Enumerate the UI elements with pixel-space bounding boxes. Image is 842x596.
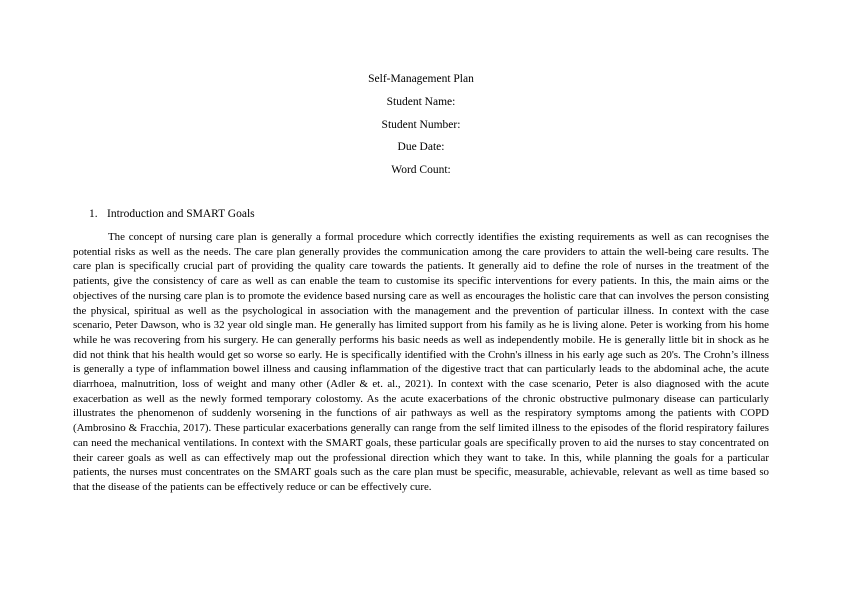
due-date-label: Due Date:: [397, 141, 445, 154]
student-number-label: Student Number:: [381, 118, 461, 131]
body-paragraph: The concept of nursing care plan is generally a formal procedure which correctly identifies the existing requirements as well as can recognises the potential risks as well as the needs. The care plan generally provides the communication among the care providers to attain the well-being care results. The care plan is specifically crucial part of providing the quality care towards the patients. It generally aid to define the role of nurses in the treatment of the patients, give the consistency of care as well as can enable the team to customise its specific interventions for every patients. In this, the main aims or the objectives of the nursing care plan is to promote the evidence based nursing care as well as encourages the holistic care that can involves the person consisting the physical, spiritual as well as the psychological in association with the management and the prevention of particular illness. In context with the case scenario, Peter Dawson, who is 32 year old single man. He generally has limited support from his family as he is living alone. Peter is working from his home while he was recovering from his surgery. He can generally performs his basic needs as well as independently mobile. He is generally little bit in shock as he did not think that his health would get so worse so early. He is specifically identified with the Crohn's illness in his early age such as 20's. The Crohn’s illness is generally a type of inflammation bowel illness and causing inflammation of the digestive tract that can particularly leads to the abdominal ache, the acute diarrhoea, malnutrition, loss of weight and many other (Adler & et. al., 2021). In context with the case scenario, Peter is also diagnosed with the acute exacerbation as well as the newly formed temporary colostomy. As the acute exacerbations of the chronic obstructive pulmonary disease can particularly illustrates the phenomenon of suddenly worsening in the functions of air pathways as well as the respiratory symptoms among the patients with COPD (Ambrosino & Fracchia, 2017). These particular exacerbations generally can range from the self limited illness to the episodes of the florid respiratory failures can need the mechanical ventilations. In context with the SMART goals, these particular goals are specifically proven to aid the nurses to stay concentrated on their career goals as well as can effectively map out the professional direction which they want to take. In this, while planning the goals for a particular patients, the nurses must concentrates on the SMART goals such as the care plan must be specific, measurable, achievable, relevant as well as time based so that the disease of the patients can be effectively reduce or can be effectively cure.: [73, 231, 769, 493]
section-heading: [89, 207, 255, 221]
student-name-label: Student Name:: [386, 95, 456, 108]
section-heading-text: Introduction and SMART Goals: [107, 208, 255, 220]
word-count-label: Word Count:: [391, 164, 451, 177]
document-title: Self-Management Plan: [368, 73, 474, 85]
cover-block: [0, 72, 842, 186]
section-number: 1.: [89, 208, 98, 220]
